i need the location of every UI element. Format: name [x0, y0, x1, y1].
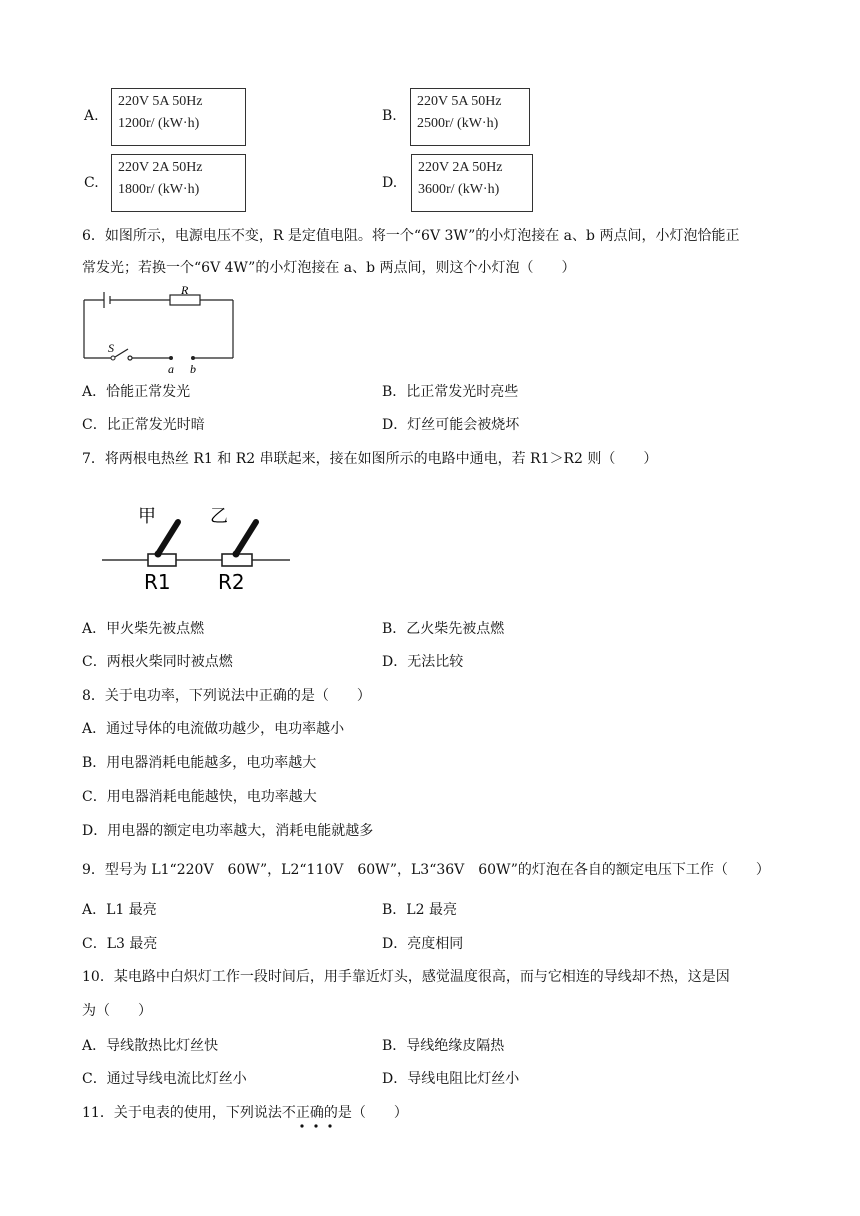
q9-option-c: C．L3 最亮	[82, 936, 158, 952]
q8-option-a: A．通过导体的电流做功越少，电功率越小	[82, 721, 345, 737]
match-right	[236, 522, 256, 554]
nameplate-line1: 220V 2A 50Hz	[418, 160, 503, 175]
q10-stem-line1: 10．某电路中白炽灯工作一段时间后，用手靠近灯头，感觉温度很高，而与它相连的导线却不热，这是因	[82, 969, 730, 985]
q6-option-b: B．比正常发光时亮些	[382, 384, 519, 400]
q9-option-b: B．L2 最亮	[382, 902, 457, 918]
q10-option-b: B．导线绝缘皮隔热	[382, 1038, 505, 1054]
q7-option-a: A．甲火柴先被点燃	[82, 621, 205, 637]
label-b: b	[190, 362, 196, 376]
nameplate-line2: 3600r/ (kW·h)	[418, 182, 500, 197]
q5-option-a-label: A.	[84, 108, 99, 124]
label-a: a	[168, 362, 174, 376]
q10-stem-line2: 为（ ）	[82, 1003, 152, 1019]
q8-option-d: D．用电器的额定电功率越大，消耗电能就越多	[82, 823, 374, 839]
q10-option-d: D．导线电阻比灯丝小	[382, 1071, 520, 1087]
q10-option-a: A．导线散热比灯丝快	[82, 1038, 219, 1054]
label-s: S	[108, 341, 114, 355]
q10-option-c: C．通过导线电流比灯丝小	[82, 1071, 247, 1087]
q6-option-c: C．比正常发光时暗	[82, 417, 205, 433]
q7-option-d: D．无法比较	[382, 654, 464, 670]
q5-option-b-nameplate	[410, 88, 530, 146]
nameplate-line2: 1800r/ (kW·h)	[118, 182, 200, 197]
q9-stem: 9．型号为 L1“220V 60W”，L2“110V 60W”，L3“36V 60W”的灯泡在各自的额定电压下工作（ ）	[82, 862, 770, 878]
q7-stem: 7．将两根电热丝 R1 和 R2 串联起来，接在如图所示的电路中通电，若 R1＞R2 则（ ）	[82, 451, 658, 467]
nameplate-line2: 2500r/ (kW·h)	[417, 116, 499, 131]
label-r: R	[181, 284, 189, 297]
q5-option-a-nameplate	[111, 88, 246, 146]
q6-option-a: A．恰能正常发光	[82, 384, 191, 400]
q6-option-d: D．灯丝可能会被烧坏	[382, 417, 520, 433]
q5-option-c-nameplate	[111, 154, 246, 212]
nameplate-line1: 220V 5A 50Hz	[417, 94, 502, 109]
nameplate-line1: 220V 5A 50Hz	[118, 94, 203, 109]
q11-stem: 11．关于电表的使用，下列说法不正确的是（ ）	[82, 1105, 408, 1121]
q5-option-d-label: D.	[382, 175, 398, 191]
terminal-b	[191, 356, 195, 360]
label-r2: R2	[218, 570, 245, 594]
q9-option-d: D．亮度相同	[382, 936, 464, 952]
q5-option-c-label: C.	[84, 175, 99, 191]
terminal-a	[169, 356, 173, 360]
label-r1: R1	[144, 570, 171, 594]
q7-figure	[98, 502, 298, 598]
q5-option-b-label: B.	[382, 108, 397, 124]
label-left-match: 甲	[138, 506, 156, 527]
q5-option-d-nameplate	[411, 154, 533, 212]
switch-s	[115, 349, 128, 357]
match-left	[158, 522, 178, 554]
q6-circuit-diagram	[80, 284, 240, 378]
label-right-match: 乙	[210, 506, 228, 527]
q9-option-a: A．L1 最亮	[82, 902, 157, 918]
q8-stem: 8．关于电功率，下列说法中正确的是（ ）	[82, 688, 371, 704]
nameplate-line2: 1200r/ (kW·h)	[118, 116, 200, 131]
q8-option-b: B．用电器消耗电能越多，电功率越大	[82, 755, 317, 771]
emphasis-dots	[296, 1122, 346, 1130]
q6-stem-line2: 常发光；若换一个“6V 4W”的小灯泡接在 a、b 两点间，则这个小灯泡（ ）	[82, 260, 576, 276]
q7-option-b: B．乙火柴先被点燃	[382, 621, 505, 637]
nameplate-line1: 220V 2A 50Hz	[118, 160, 203, 175]
q8-option-c: C．用电器消耗电能越快，电功率越大	[82, 789, 317, 805]
q7-option-c: C．两根火柴同时被点燃	[82, 654, 233, 670]
resistor-r1	[148, 554, 176, 566]
q6-stem-line1: 6．如图所示，电源电压不变，R 是定值电阻。将一个“6V 3W”的小灯泡接在 a、b 两点间，小灯泡恰能正	[82, 228, 740, 244]
